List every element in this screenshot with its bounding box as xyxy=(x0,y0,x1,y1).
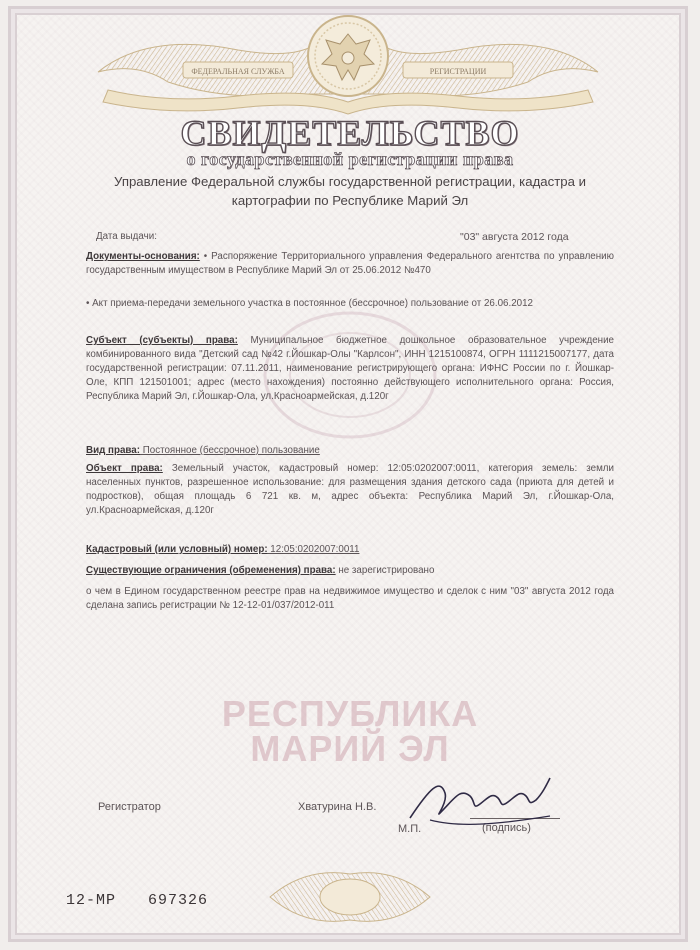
certificate-subtitle: о государственной регистрации права xyxy=(186,149,514,169)
restrictions-value: не зарегистрировано xyxy=(335,565,435,576)
subject-text: Муниципальное бюджетное дошкольное образовательное учреждение комбинированного вида "Детский сад №42 г.Йошкар-Олы "Карлсон", ИНН 1215100874, ОГРН 1111215007177, дата государственной регистрации: 07.11.2011, наименование регистрирующего органа: ИФНС России по г. Йошкар-Оле, КПП 121501001; адрес (место нахождения) постоянно действующего исполнительного органа: Россия, Республика Марий Эл, г.Йошкар-Ола, ул.Красноармейская, д.120г xyxy=(86,335,614,402)
registry-note: о чем в Едином государственном реестре прав на недвижимое имущество и сделок с ним "03" августа 2012 года сделана запись регистрации № 12-12-01/037/2012-011 xyxy=(86,586,614,611)
right-type-text: Постоянное (бессрочное) пользование xyxy=(140,445,320,456)
ribbon-right-text: РЕГИСТРАЦИИ xyxy=(429,67,487,76)
right-type-block xyxy=(86,444,614,458)
basis-block xyxy=(86,250,614,278)
object-label: Объект права: xyxy=(86,463,163,474)
blank-number: 697326 xyxy=(148,892,209,909)
subject-label: Субъект (субъекты) права: xyxy=(86,335,238,346)
object-block xyxy=(86,462,614,518)
cadastral-block xyxy=(86,543,614,557)
handwritten-signature xyxy=(400,758,560,838)
seal-place-mark: М.П. xyxy=(398,823,422,835)
date-issue-value: "03" августа 2012 года xyxy=(460,231,569,243)
ribbon-left-text: ФЕДЕРАЛЬНАЯ СЛУЖБА xyxy=(191,67,285,76)
stamp-line-2: МАРИЙ ЭЛ xyxy=(250,728,450,769)
basis-label: Документы-основания: xyxy=(86,251,200,262)
certificate-title: СВИДЕТЕЛЬСТВО xyxy=(180,113,520,153)
cadastral-label: Кадастровый (или условный) номер: xyxy=(86,544,268,555)
issuing-agency: Управление Федеральной службы государственной регистрации, кадастра и картографии по Республике Марий Эл xyxy=(114,174,586,208)
registrar-role: Регистратор xyxy=(98,801,161,813)
stamp-line-1: РЕСПУБЛИКА xyxy=(221,693,479,734)
signature-caption: (подпись) xyxy=(482,822,531,834)
blank-series: 12-МР xyxy=(66,892,117,909)
date-issue-label: Дата выдачи: xyxy=(96,231,157,242)
cadastral-value: 12:05:0202007:0011 xyxy=(267,544,360,555)
bottom-rosette-ornament xyxy=(265,862,435,932)
restrictions-block xyxy=(86,564,614,578)
basis-text-2: • Акт приема-передачи земельного участка в постоянное (бессрочное) пользование от 26.06.2012 xyxy=(86,298,533,309)
subject-block xyxy=(86,334,614,404)
basis-text-1: • Распоряжение Территориального управления Федерального агентства по управлению государственным имуществом в Республике Марий Эл от 25.06.2012 №470 xyxy=(86,251,614,276)
registrar-name: Хватурина Н.В. xyxy=(298,801,377,813)
restrictions-label: Существующие ограничения (обременения) права: xyxy=(86,565,336,576)
coat-of-arms-emblem xyxy=(88,12,608,120)
object-text: Земельный участок, кадастровый номер: 12:05:0202007:0011, категория земель: земли населенных пунктов, разрешенное использование: для размещения здания детского сада (приюта для детей и подростков), общая площадь 6 721 кв. м, адрес объекта: Республика Марий Эл, г.Йошкар-Ола, ул.Красноармейская, д.120г xyxy=(86,463,614,516)
right-type-label: Вид права: xyxy=(86,445,140,456)
